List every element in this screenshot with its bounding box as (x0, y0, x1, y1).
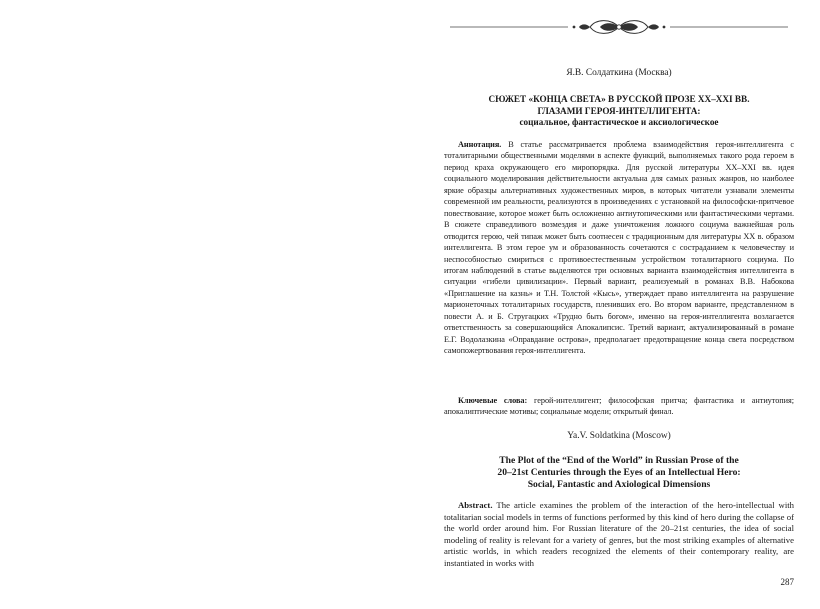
article-title-en (444, 455, 794, 491)
abstract-ru-text: В статье рассматривается проблема взаимодействия героя-интеллигента с тоталитарными общественными моделями в аспекте функций, выполняемых такого рода героем в период краха окружающего его миропорядка. Для русской литературы XX–XXI вв. идея социального моделирования действительности актуальна для самых разных жанров, но наиболее яркие образцы альтернативных художественных миров, в которых читатели узнавали элементы современной им реальности, реализуются в произведениях с установкой на философски-притчевое повествование, которое может быть осложненно антиутопическими или фантастическими чертами. В сюжете справедливого возмездия и даже уничтожения ложного социума важнейшая роль отводится герою, чей типаж может быть соотнесен с традиционным для литературы XX в. образом интеллигента. В этом герое ум и образованность сочетаются с состраданием к человечеству и неспособностью смириться с противоестественным устройством тоталитарного социума. По итогам наблюдений в статье выделяются три основных варианта взаимодействия интеллигента в ситуации «гибели цивилизации». Первый вариант, реализуемый в романах В.В. Набокова «Приглашение на казнь» и Т.Н. Толстой «Кысь», утверждает право интеллигента на разрушение марионеточных тоталитарных государств, пленивших его. Во втором варианте, представленном в повести А. и Б. Стругацких «Трудно быть богом», именно на героя-интеллигента возлагается ответственность за совершающийся Апокалипсис. Третий вариант, актуализированный в романе Е.Г. Водолазкина «Оправдание острова», предполагает предотвращение конца света посредством самопожертвования героя-интеллигента. (444, 140, 794, 356)
title-en-line-1: The Plot of the “End of the World” in Russian Prose of the (499, 455, 739, 466)
keywords-ru-text: герой-интеллигент; философская притча; фантастика и антиутопия; апокалиптические мотивы; социальные модели; открытый финал. (444, 396, 794, 417)
abstract-en-text: The article examines the problem of the interaction of the hero-intellectual with totalitarian social models in terms of functions performed by this kind of hero during the collapse of the world order around him. For Russian literature of the 20–21st centuries, the idea of social modeling of reality is relevant for a variety of genres, but the most striking examples of alternative artistic worlds, in which readers recognized the elements of their contemporary reality, are instantiated in works with (444, 500, 795, 568)
title-en-line-2: 20–21st Centuries through the Eyes of an Intellectual Hero: (497, 467, 741, 478)
author-ru: Я.В. Солдаткина (Москва) (566, 68, 672, 78)
author-en: Ya.V. Soldatkina (Moscow) (567, 431, 671, 441)
abstract-en-label: Abstract. (458, 500, 493, 510)
title-ru-line-2: ГЛАЗАМИ ГЕРОЯ-ИНТЕЛЛИГЕНТА: (537, 105, 701, 116)
title-ru-line-3: социальное, фантастическое и аксиологическое (519, 117, 719, 127)
title-en-line-3: Social, Fantastic and Axiological Dimensions (527, 479, 711, 490)
keywords-ru (444, 395, 794, 418)
article-title-ru (444, 94, 794, 129)
abstract-ru (444, 139, 794, 357)
title-ru-line-1: СЮЖЕТ «КОНЦА СВЕТА» В РУССКОЙ ПРОЗЕ XX–XXI ВВ. (488, 94, 750, 104)
page-number: 287 (780, 577, 794, 587)
abstract-en (444, 500, 794, 569)
ornamental-divider-icon (450, 16, 788, 38)
keywords-ru-label: Ключевые слова: (458, 396, 528, 405)
journal-page (444, 0, 794, 609)
abstract-ru-label: Аннотация. (458, 140, 502, 149)
